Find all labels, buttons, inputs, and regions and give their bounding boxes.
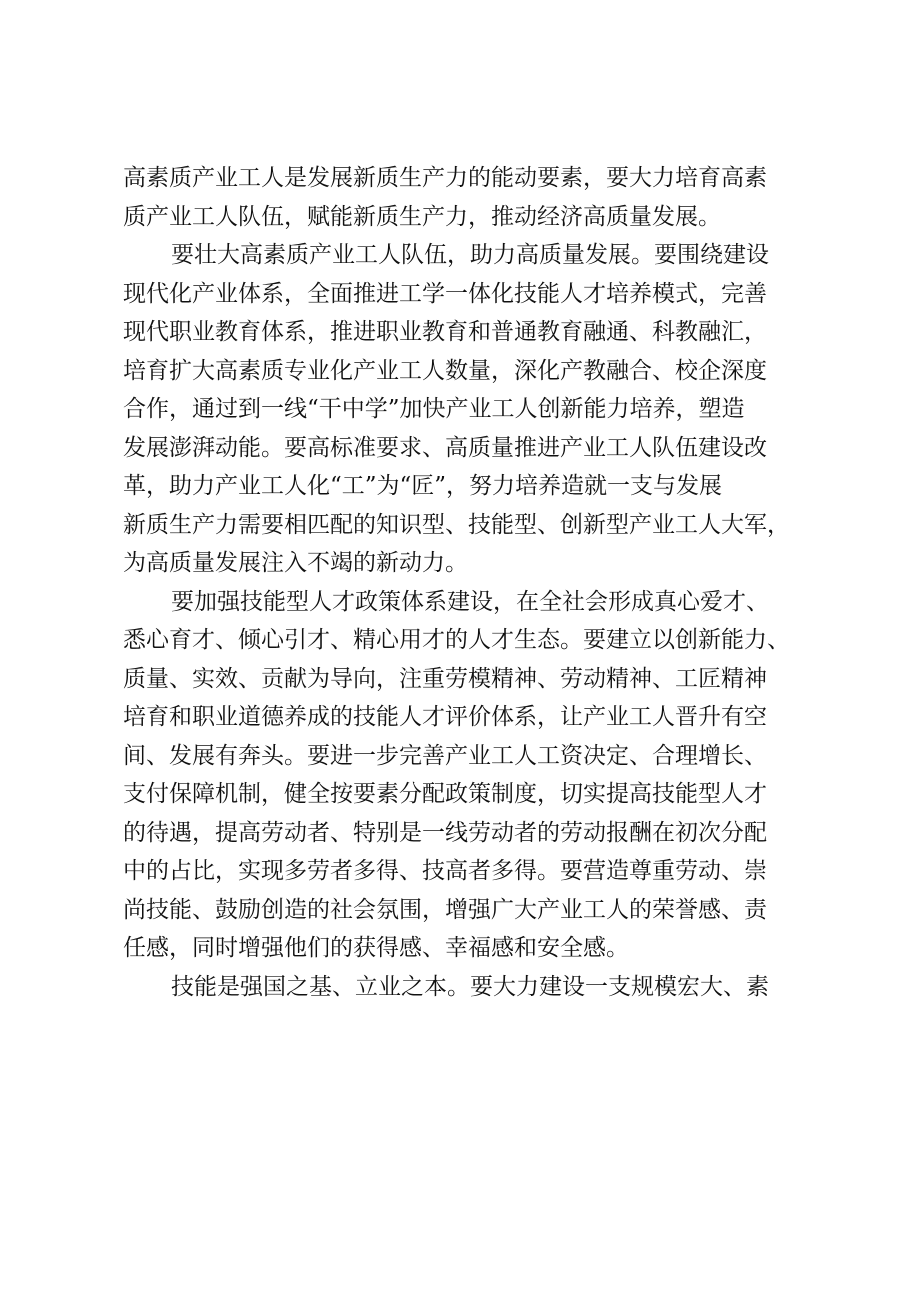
paragraph-2 xyxy=(123,236,803,583)
text-line: 要壮大高素质产业工人队伍，助力高质量发展。要围绕建设 xyxy=(171,242,769,268)
text-line: 支付保障机制，健全按要素分配政策制度，切实提高技能型人才 xyxy=(123,781,767,807)
text-line: 技能是强国之基、立业之本。要大力建设一支规模宏大、素 xyxy=(171,973,769,1000)
text-line: 悉心育才、倾心引才、精心用才的人才生态。要建立以创新能力、 xyxy=(123,627,790,653)
document-body xyxy=(123,159,803,1006)
text-line: 现代化产业体系，全面推进工学一体化技能人才培养模式，完善 xyxy=(123,280,767,307)
text-line: 培育和职业道德养成的技能人才评价体系，让产业工人晋升有空 xyxy=(123,704,767,730)
text-line: 为高质量发展注入不竭的新动力。 xyxy=(123,550,468,576)
text-line: 要加强技能型人才政策体系建设，在全社会形成真心爱才、 xyxy=(171,588,769,615)
text-line: 质产业工人队伍，赋能新质生产力，推动经济高质量发展。 xyxy=(123,203,721,230)
text-line: 革，助力产业工人化“工”为“匠”，努力培养造就一支与发展 xyxy=(123,473,723,499)
text-line: 间、发展有奔头。要进一步完善产业工人工资决定、合理增长、 xyxy=(123,742,767,769)
text-line: 尚技能、鼓励创造的社会氛围，增强广大产业工人的荣誉感、责 xyxy=(123,896,767,923)
text-line: 培育扩大高素质专业化产业工人数量，深化产教融合、校企深度 xyxy=(123,357,767,384)
paragraph-4 xyxy=(123,968,803,1007)
text-line: 新质生产力需要相匹配的知识型、技能型、创新型产业工人大军， xyxy=(123,511,790,538)
text-line: 中的占比，实现多劳者多得、技高者多得。要营造尊重劳动、崇 xyxy=(123,858,767,884)
text-line: 的待遇，提高劳动者、特别是一线劳动者的劳动报酬在初次分配 xyxy=(123,819,767,846)
text-line: 合作，通过到一线“干中学”加快产业工人创新能力培养，塑造 xyxy=(123,396,745,422)
paragraph-3 xyxy=(123,583,803,968)
text-line: 高素质产业工人是发展新质生产力的能动要素，要大力培育高素 xyxy=(123,165,767,191)
paragraph-1 xyxy=(123,159,803,236)
text-line: 现代职业教育体系，推进职业教育和普通教育融通、科教融汇， xyxy=(123,319,767,345)
text-line: 任感，同时增强他们的获得感、幸福感和安全感。 xyxy=(123,935,629,961)
text-line: 质量、实效、贡献为导向，注重劳模精神、劳动精神、工匠精神 xyxy=(123,665,767,692)
text-line: 发展澎湃动能。要高标准要求、高质量推进产业工人队伍建设改 xyxy=(123,434,767,461)
